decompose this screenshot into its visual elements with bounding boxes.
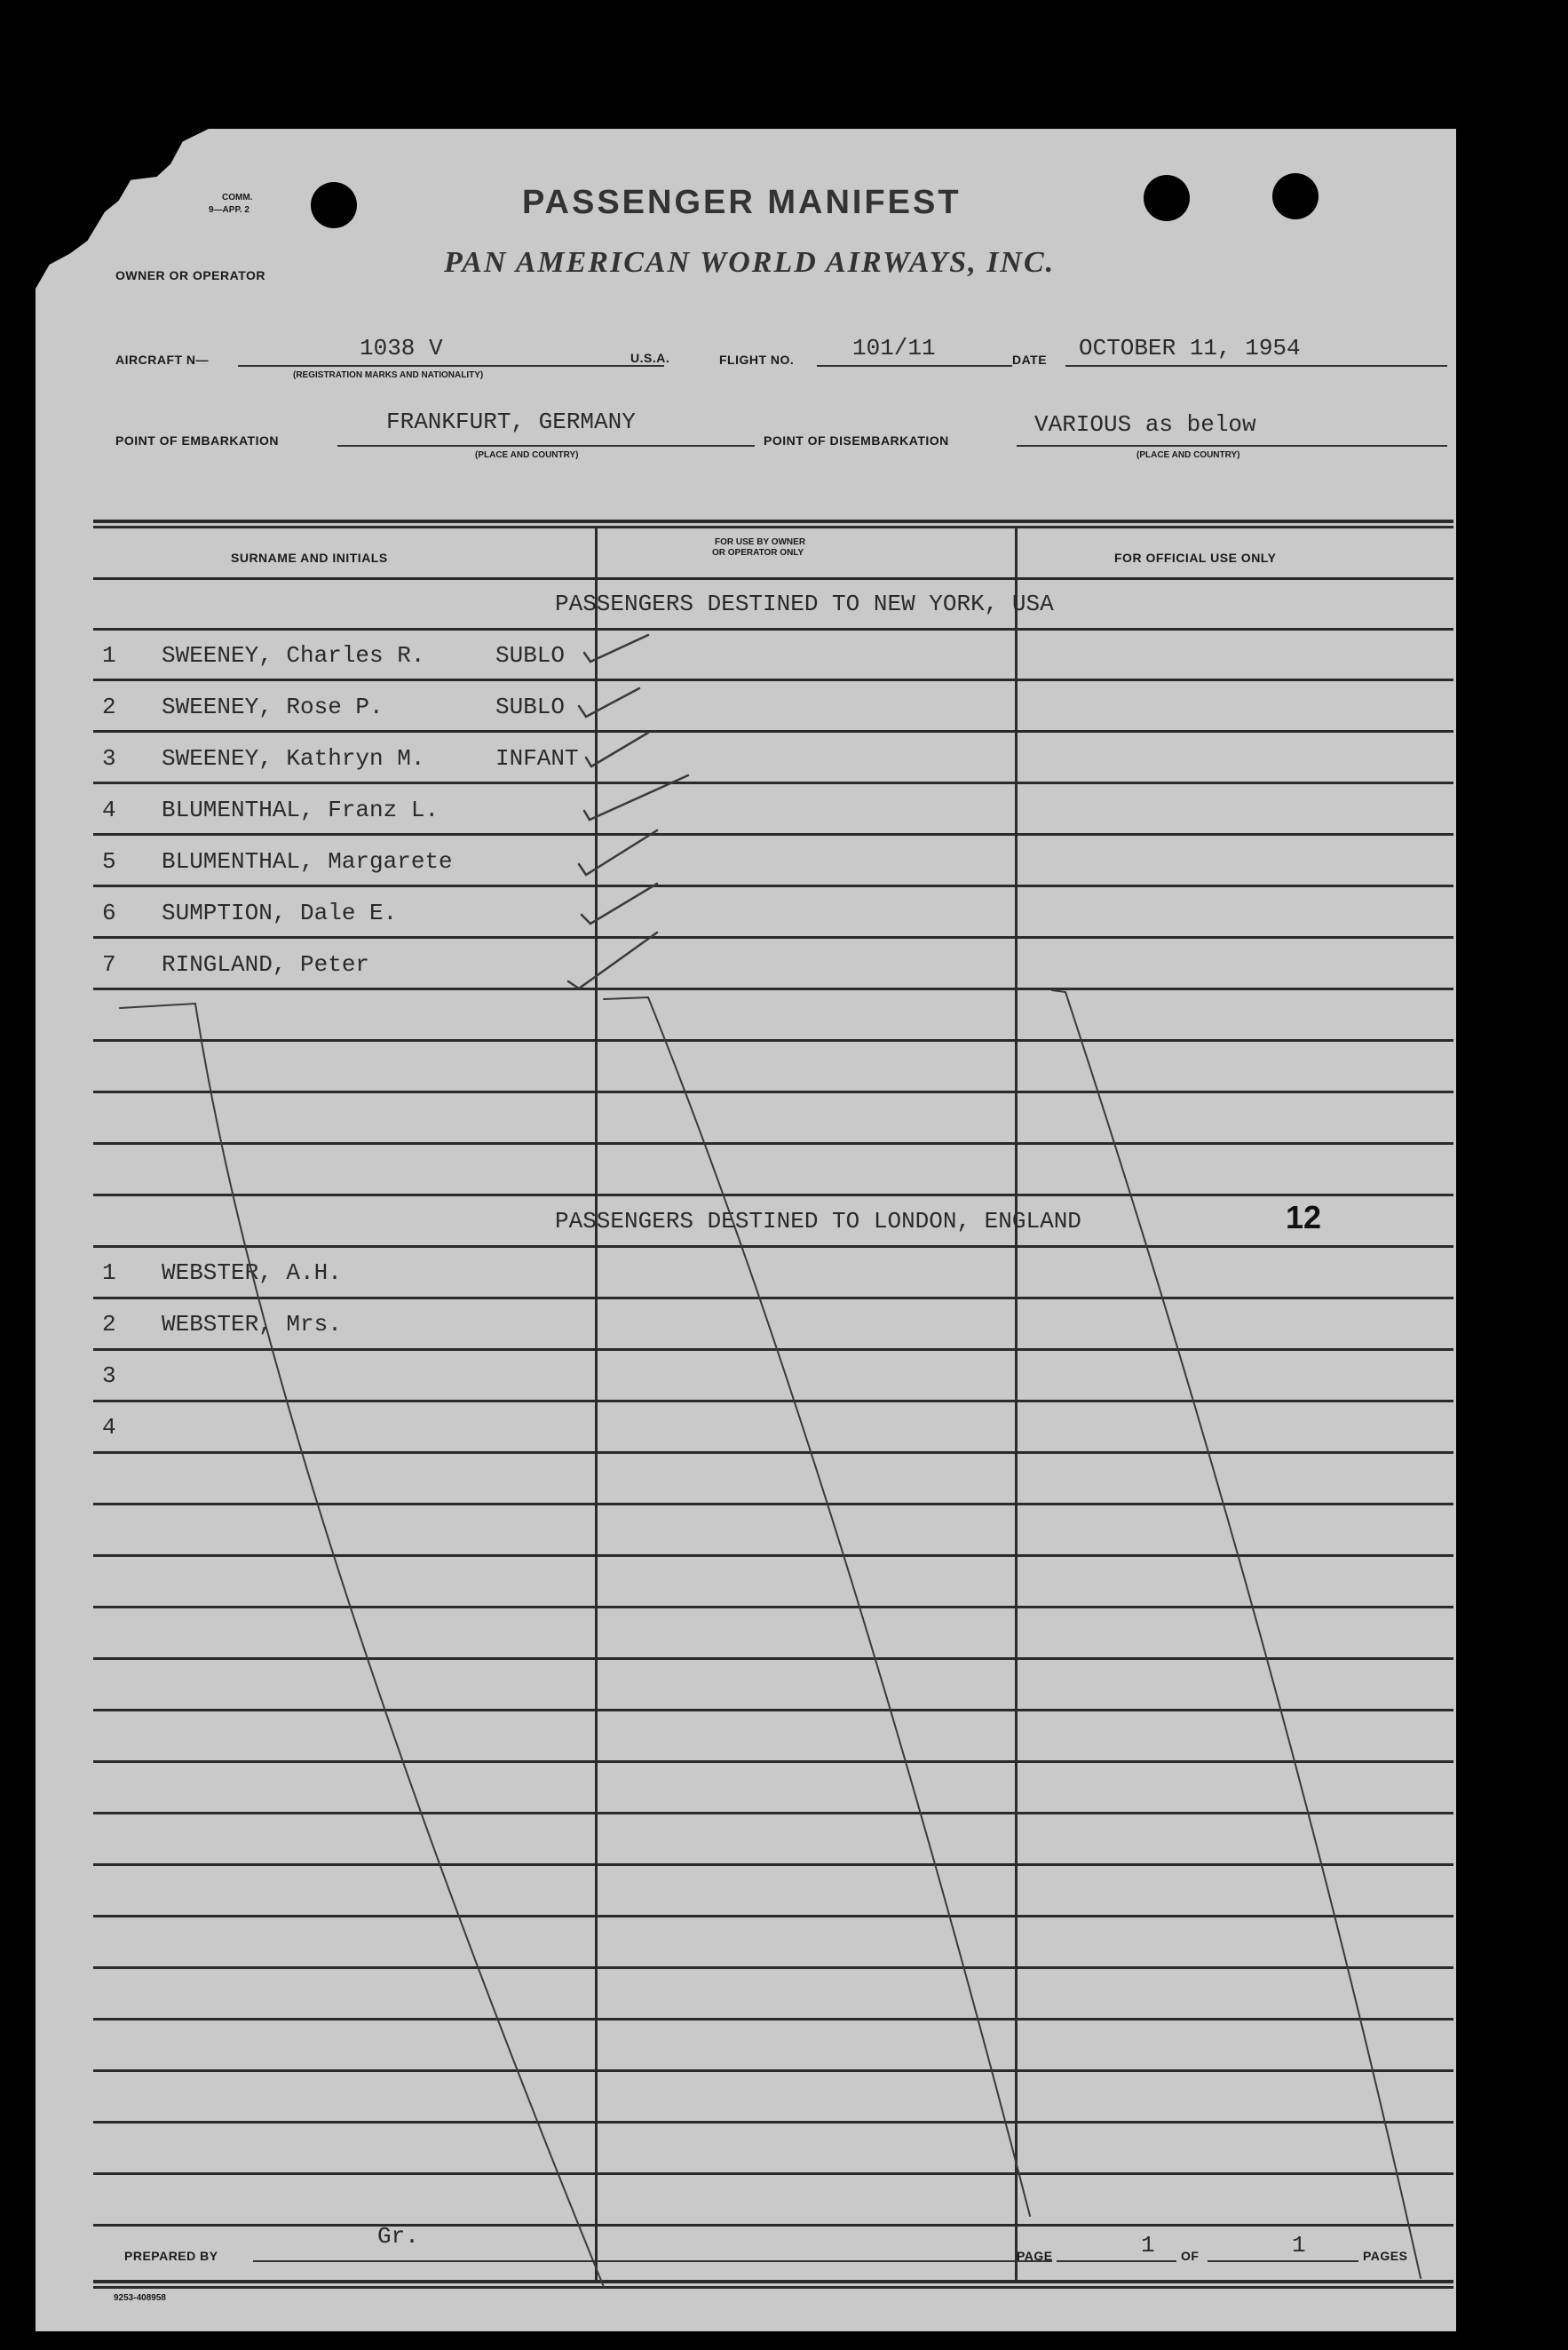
aircraft-value: 1038 V xyxy=(360,335,443,361)
row-number: 4 xyxy=(102,797,116,823)
aircraft-sublabel: (REGISTRATION MARKS AND NATIONALITY) xyxy=(293,370,484,380)
prepared-by-value: Gr. xyxy=(377,2223,419,2250)
column-header-owner-1: FOR USE BY OWNER xyxy=(715,537,806,547)
check-mark xyxy=(584,775,688,820)
column-header-owner-2: OR OPERATOR ONLY xyxy=(712,548,804,558)
form-code-2: 9—APP. 2 xyxy=(209,205,249,215)
flight-value: 101/11 xyxy=(852,335,936,361)
check-mark xyxy=(586,733,648,766)
disembark-label: POINT OF DISEMBARKATION xyxy=(764,433,949,448)
handwritten-marks xyxy=(36,129,1456,2331)
page-number: 1 xyxy=(1141,2232,1155,2259)
passenger-name: SWEENEY, Kathryn M. xyxy=(162,745,425,772)
row-number: 3 xyxy=(102,1362,116,1389)
date-value: OCTOBER 11, 1954 xyxy=(1079,335,1301,361)
embark-sublabel: (PLACE AND COUNTRY) xyxy=(475,450,579,460)
passenger-count: 12 xyxy=(1286,1199,1322,1235)
date-label: DATE xyxy=(1012,353,1048,367)
page-label: PAGE xyxy=(1017,2249,1053,2263)
passenger-name: SUMPTION, Dale E. xyxy=(162,900,398,926)
of-label: OF xyxy=(1181,2249,1200,2263)
check-mark xyxy=(579,830,657,875)
row-number: 7 xyxy=(102,951,116,978)
passenger-name: SWEENEY, Charles R. xyxy=(162,642,425,669)
passenger-name: RINGLAND, Peter xyxy=(162,951,370,978)
column-header-official: FOR OFFICIAL USE ONLY xyxy=(1114,551,1277,565)
disembark-sublabel: (PLACE AND COUNTRY) xyxy=(1136,450,1240,460)
check-mark xyxy=(579,688,639,717)
passenger-name: WEBSTER, A.H. xyxy=(162,1259,342,1286)
passenger-note: SUBLO xyxy=(495,642,566,669)
passenger-note: SUBLO xyxy=(495,694,566,720)
embark-label: POINT OF EMBARKATION xyxy=(115,433,279,448)
row-number: 4 xyxy=(102,1414,116,1441)
passenger-name: BLUMENTHAL, Franz L. xyxy=(162,797,440,823)
row-number: 3 xyxy=(102,745,116,772)
manifest-sheet xyxy=(36,129,1456,2331)
flight-label: FLIGHT NO. xyxy=(719,353,795,367)
page-total: 1 xyxy=(1292,2232,1306,2259)
form-code-1: COMM. xyxy=(222,193,253,202)
aircraft-label: AIRCRAFT N— xyxy=(115,353,210,367)
disembark-value: VARIOUS as below xyxy=(1034,411,1256,438)
row-number: 1 xyxy=(102,642,116,669)
cross-out-stroke xyxy=(1052,990,1421,2278)
page-title: PASSENGER MANIFEST xyxy=(522,184,962,221)
passenger-note: INFANT xyxy=(495,745,579,772)
pages-label: PAGES xyxy=(1363,2249,1408,2263)
row-number: 1 xyxy=(102,1259,116,1286)
row-number: 2 xyxy=(102,694,116,720)
usa-label: U.S.A. xyxy=(630,351,670,365)
form-number: 9253-408958 xyxy=(114,2293,166,2303)
check-mark xyxy=(568,933,657,988)
row-number: 6 xyxy=(102,900,116,926)
passenger-name: BLUMENTHAL, Margarete xyxy=(162,848,453,875)
row-number: 5 xyxy=(102,848,116,875)
column-header-name: SURNAME AND INITIALS xyxy=(231,551,388,565)
embark-value: FRANKFURT, GERMANY xyxy=(386,409,636,435)
check-mark xyxy=(582,884,657,924)
cross-out-stroke xyxy=(604,997,1030,2216)
company-name: PAN AMERICAN WORLD AIRWAYS, INC. xyxy=(444,246,1056,279)
row-number: 2 xyxy=(102,1311,116,1338)
section-heading-new-york: PASSENGERS DESTINED TO NEW YORK, USA xyxy=(555,591,1054,617)
check-mark xyxy=(584,635,648,662)
owner-label: OWNER OR OPERATOR xyxy=(115,268,265,282)
passenger-name: SWEENEY, Rose P. xyxy=(162,694,384,720)
passenger-name: WEBSTER, Mrs. xyxy=(162,1311,342,1338)
cross-out-stroke xyxy=(120,1004,604,2287)
prepared-by-label: PREPARED BY xyxy=(124,2249,218,2263)
section-heading-london: PASSENGERS DESTINED TO LONDON, ENGLAND xyxy=(555,1208,1081,1235)
